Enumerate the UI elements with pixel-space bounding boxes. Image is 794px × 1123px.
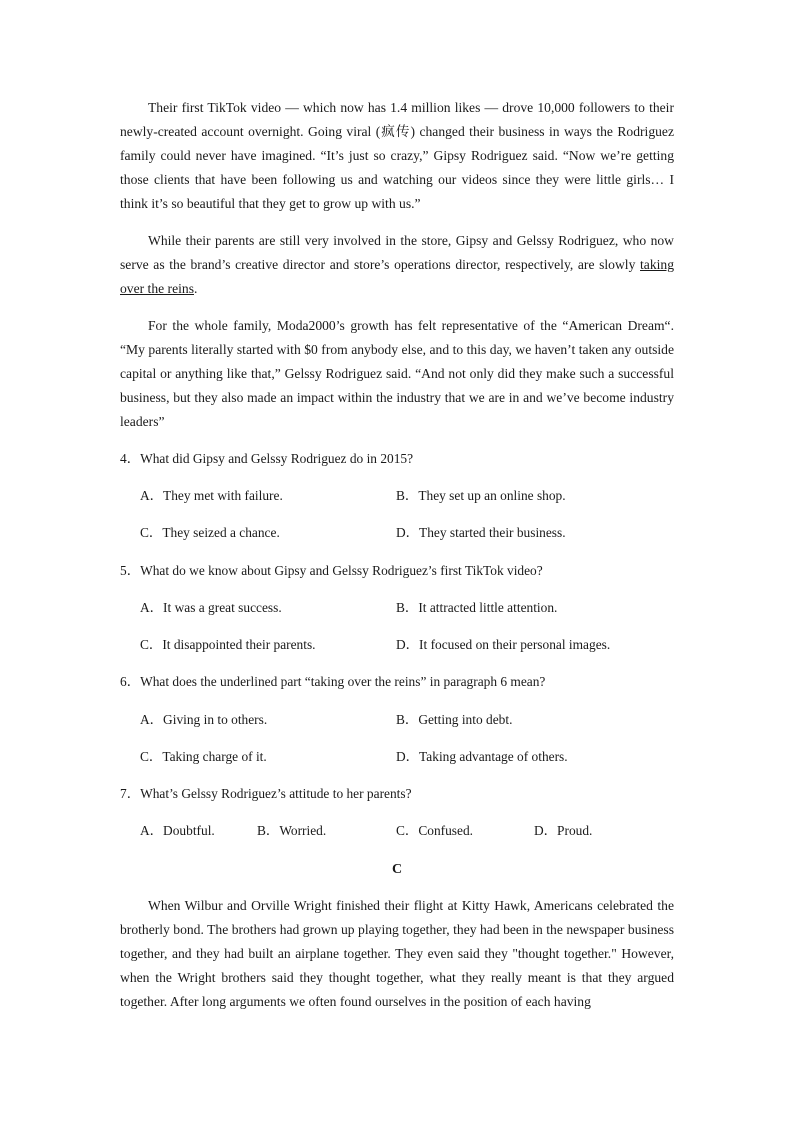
- question-5-stem: 5．What do we know about Gipsy and Gelssy Rodriguez’s first TikTok video?: [120, 563, 543, 578]
- question-4-stem: 4．What did Gipsy and Gelssy Rodriguez do in 2015?: [120, 451, 414, 466]
- question-7-stem: 7．What’s Gelssy Rodriguez’s attitude to her parents?: [120, 786, 412, 801]
- question-5-option-a: A．It was a great success.: [140, 600, 282, 615]
- section-heading: C: [391, 862, 403, 877]
- question-7-option-b: B．Worried.: [257, 823, 327, 838]
- question-4-option-c: C．They seized a chance.: [140, 525, 280, 540]
- question-7-option-a: A．Doubtful.: [140, 823, 215, 838]
- paragraph-text: While their parents are still very involved in the store, Gipsy and Gelssy Rodriguez, who now serve as the brand’s creative director and store’s operations director, respectively, are slowly: [120, 233, 674, 272]
- question-6-option-c: C．Taking charge of it.: [140, 749, 267, 764]
- question-5-option-b: B．It attracted little attention.: [396, 600, 558, 615]
- question-7-option-c: C．Confused.: [396, 823, 473, 838]
- paragraph-wright-brothers: When Wilbur and Orville Wright finished their flight at Kitty Hawk, Americans celebrated the brotherly bond. The brothers had grown up playing together, they had been in the newspaper business together, and they had built an airplane together. They even said they "thought together." However, when the Wright brothers said they thought together, what they really meant is that they argued together. After long arguments we often found ourselves in the position of each having: [120, 898, 674, 1009]
- paragraph-american-dream: For the whole family, Moda2000’s growth has felt representative of the “American Dream“. “My parents literally started with $0 from anybody else, and to this day, we haven’t taken any outside capital or anything like that,” Gelssy Rodriguez said. “And not only did they make such a successful business, but they also made an impact within the industry that we are in and we’ve become industry leaders”: [120, 318, 674, 429]
- paragraph-text-end: .: [193, 281, 198, 296]
- question-5-option-d: D．It focused on their personal images.: [396, 637, 611, 652]
- question-5-option-c: C．It disappointed their parents.: [140, 637, 316, 652]
- question-6-option-b: B．Getting into debt.: [396, 712, 513, 727]
- question-6-stem: 6．What does the underlined part “taking over the reins” in paragraph 6 mean?: [120, 674, 546, 689]
- underlined-phrase: taking over the reins: [120, 257, 674, 296]
- question-6-option-a: A．Giving in to others.: [140, 712, 268, 727]
- question-4-option-d: D．They started their business.: [396, 525, 566, 540]
- question-6-option-d: D．Taking advantage of others.: [396, 749, 568, 764]
- question-4-option-b: B．They set up an online shop.: [396, 488, 566, 503]
- question-7-option-d: D．Proud.: [534, 823, 593, 838]
- question-4-option-a: A．They met with failure.: [140, 488, 283, 503]
- paragraph-tiktok-video: Their first TikTok video — which now has 1.4 million likes — drove 10,000 followers to their newly-created account overnight. Going viral (疯传) changed their business in ways the Rodriguez family could never have imagined. “It’s just so crazy,” Gipsy Rodriguez said. “Now we’re getting those clients that have been following us and watching our videos since they were little girls… I think it’s so beautiful that they get to grow up with us.”: [120, 100, 674, 211]
- paragraph-taking-over: [120, 229, 674, 301]
